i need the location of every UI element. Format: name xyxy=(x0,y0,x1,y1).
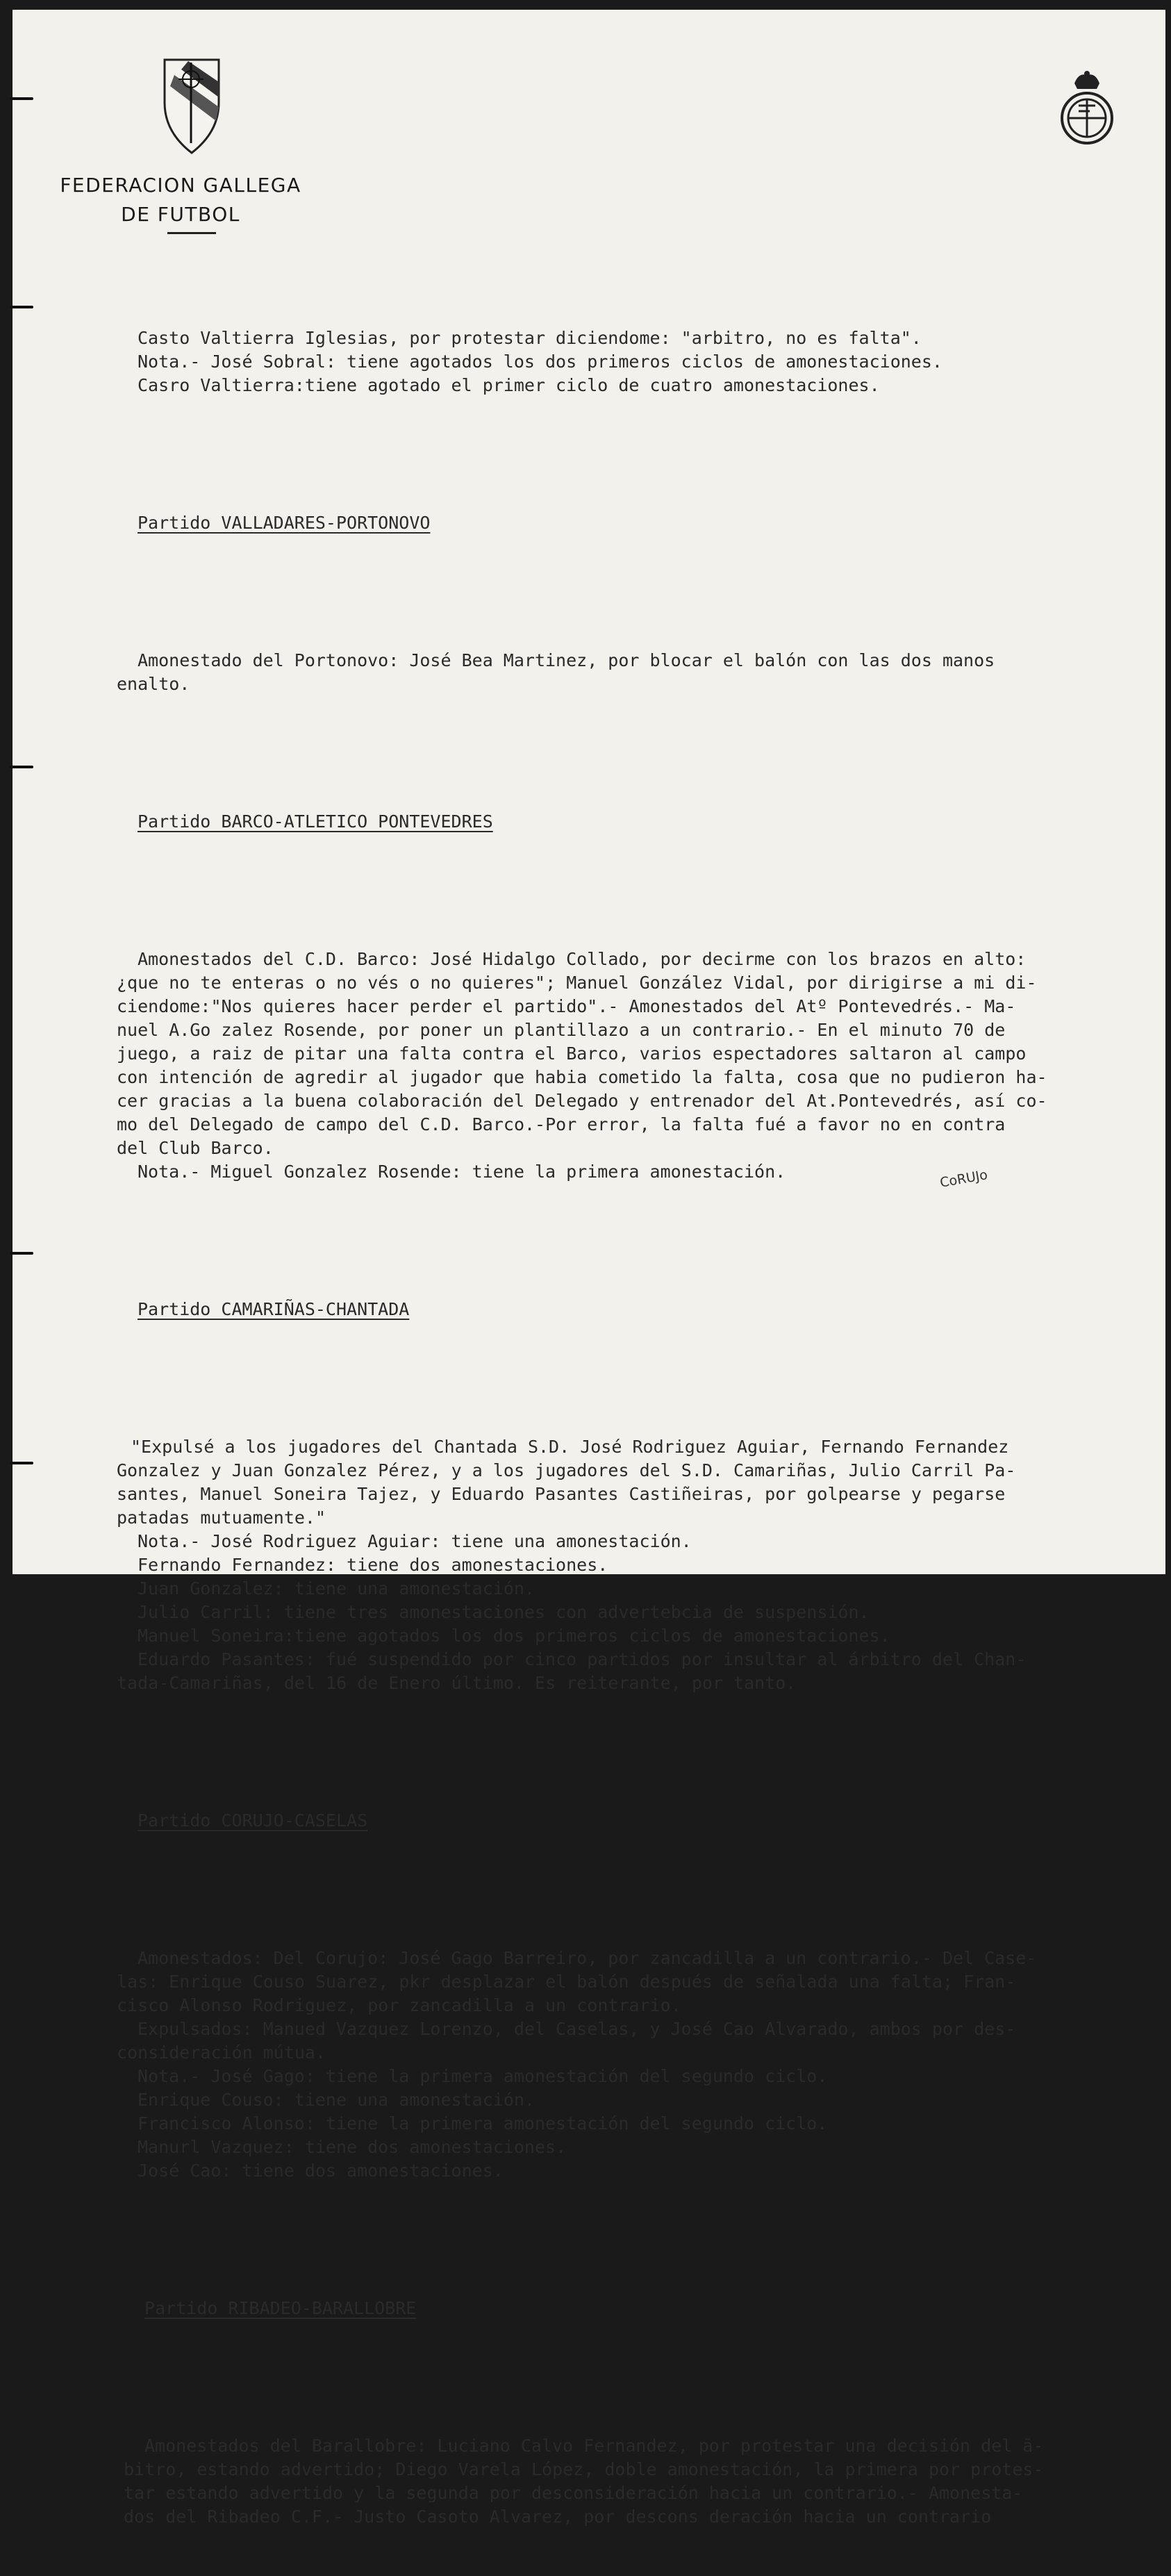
match-heading-camarinas-chantada: Partido CAMARIÑAS-CHANTADA xyxy=(138,1299,410,1319)
text-line: Amonestados: Del Corujo: José Gago Barreiro, por zancadilla a un contrario.- Del Case- xyxy=(138,1948,1037,1968)
report-body xyxy=(117,279,1165,2576)
text-line: santes, Manuel Soneira Tajez, y Eduardo Pasantes Castiñeiras, por golpearse y pegarse xyxy=(117,1484,1006,1504)
text-line: Juan Gonzalez: tiene una amonestación. xyxy=(138,1578,535,1599)
text-line: bitro, estando advertido; Diego Varela López, doble amonestación, la primera por protes- xyxy=(124,2459,1044,2479)
binder-mark xyxy=(10,766,33,768)
text-line: cer gracias a la buena colaboración del Delegado y entrenador del At.Pontevedrés, así co- xyxy=(117,1091,1047,1111)
text-line: Manurl Vazquez: tiene dos amonestaciones. xyxy=(138,2137,567,2157)
text-line: Enrique Couso: tiene una amonestación. xyxy=(138,2090,535,2110)
header-line-2: DE FUTBOL xyxy=(121,203,240,226)
text-line: Nota.- José Rodriguez Aguiar: tiene una amonestación. xyxy=(138,1531,692,1551)
text-line: Nota.- Miguel Gonzalez Rosende: tiene la primera amonestación. xyxy=(138,1162,786,1182)
text-line: tada-Camariñas, del 16 de Enero último. Es reiterante, por tanto. xyxy=(117,1673,797,1693)
text-line: nuel A.Go zalez Rosende, por poner un plantillazo a un contrario.- En el minuto 70 de xyxy=(117,1020,1006,1040)
text-line: Julio Carril: tiene tres amonestaciones con advertebcia de suspensión. xyxy=(138,1602,870,1622)
match-heading-ribadeo-barallobre: Partido RIBADEO-BARALLOBRE xyxy=(144,2298,417,2318)
royal-crest-logo xyxy=(1058,68,1116,158)
text-line: del Club Barco. xyxy=(117,1138,274,1158)
binder-mark xyxy=(10,1462,33,1464)
text-line: Casro Valtierra:tiene agotado el primer ciclo de cuatro amonestaciones. xyxy=(138,375,880,395)
binder-mark xyxy=(10,1252,33,1255)
header-rule xyxy=(167,232,216,234)
binder-mark xyxy=(10,306,33,308)
text-line: Francisco Alonso: tiene la primera amonestación del segundo ciclo. xyxy=(138,2113,828,2133)
text-line: tar estando advertido y la segunda por desconsideración hacia un contrario.- Amonesta- xyxy=(124,2483,1023,2503)
text-line: Casto Valtierra Iglesias, por protestar diciendome: "arbitro, no es falta". xyxy=(138,328,922,348)
text-line: dos del Ribadeo C.F.- Justo Casoto Alvarez, por descons deración hacia un contrario xyxy=(124,2507,992,2527)
text-line: Manuel Soneira:tiene agotados los dos primeros ciclos de amonestaciones. xyxy=(138,1626,890,1646)
match-heading-barco-atletico: Partido BARCO-ATLETICO PONTEVEDRES xyxy=(138,811,493,832)
text-line: con intención de agredir al jugador que habia cometido la falta, cosa que no pudieron ha- xyxy=(117,1067,1047,1087)
binder-mark xyxy=(10,97,33,100)
text-line: Gonzalez y Juan Gonzalez Pérez, y a los jugadores del S.D. Camariñas, Julio Carril Pa- xyxy=(117,1460,1016,1480)
match-heading-corujo-caselas: Partido CORUJO-CASELAS xyxy=(138,1810,368,1831)
handwritten-annotation: CoRUJo xyxy=(938,1167,989,1191)
text-line: patadas mutuamente." xyxy=(117,1508,326,1528)
text-line: juego, a raiz de pitar una falta contra el Barco, varios espectadores saltaron al campo xyxy=(117,1043,1027,1064)
text-line: Amonestados del C.D. Barco: José Hidalgo Collado, por decirme con los brazos en alto: xyxy=(138,949,1027,969)
text-line: Expulsados: Manued Vazquez Lorenzo, del Caselas, y José Cao Alvarado, ambos por des- xyxy=(138,2019,1016,2039)
text-line: Nota.- José Sobral: tiene agotados los dos primeros ciclos de amonestaciones. xyxy=(138,352,942,372)
text-line: ciendome:"Nos quieres hacer perder el partido".- Amonestados del Atº Pontevedrés.- Ma- xyxy=(117,996,1016,1016)
text-line: consideración mútua. xyxy=(117,2042,326,2063)
text-line: José Cao: tiene dos amonestaciones. xyxy=(138,2161,504,2181)
text-line: Fernando Fernandez: tiene dos amonestaciones. xyxy=(138,1555,608,1575)
match-heading-valladares-portonovo: Partido VALLADARES-PORTONOVO xyxy=(138,513,431,533)
paragraph xyxy=(138,327,1165,397)
text-line: las: Enrique Couso Suarez, pkr desplazar el balón después de señalada una falta; Fran- xyxy=(117,1972,1016,1992)
text-line: Amonestados del Barallobre: Luciano Calvo Fernandez, por protestar una decisión del ā- xyxy=(144,2436,1044,2456)
federation-shield-logo xyxy=(160,54,223,158)
text-line: cisco Alonso Rodriguez, por zancadilla a un contrario. xyxy=(117,1995,681,2015)
text-line: mo del Delegado de campo del C.D. Barco.-Por error, la falta fué a favor no en contra xyxy=(117,1114,1006,1134)
paragraph xyxy=(124,2434,1165,2529)
text-line: ¿que no te enteras o no vés o no quieres"; Manuel González Vidal, por dirigirse a mi di- xyxy=(117,973,1037,993)
text-line: Eduardo Pasantes: fué suspendido por cinco partidos por insultar al árbitro del Chan- xyxy=(138,1649,1027,1669)
text-line: Nota.- José Gago: tiene la primera amonestación del segundo ciclo. xyxy=(138,2066,828,2086)
paragraph xyxy=(117,948,1165,1184)
paragraph xyxy=(117,649,1165,696)
text-line: "Expulsé a los jugadores del Chantada S.D. José Rodriguez Aguiar, Fernando Fernandez xyxy=(131,1437,1009,1457)
paragraph xyxy=(117,1947,1165,2183)
header-line-1: FEDERACION GALLEGA xyxy=(60,174,301,197)
document-page xyxy=(13,10,1165,2527)
text-line: Amonestado del Portonovo: José Bea Martinez, por blocar el balón con las dos manos xyxy=(138,650,995,670)
paragraph xyxy=(117,1435,1165,1695)
federation-header xyxy=(56,171,306,229)
text-line: enalto. xyxy=(117,674,190,694)
